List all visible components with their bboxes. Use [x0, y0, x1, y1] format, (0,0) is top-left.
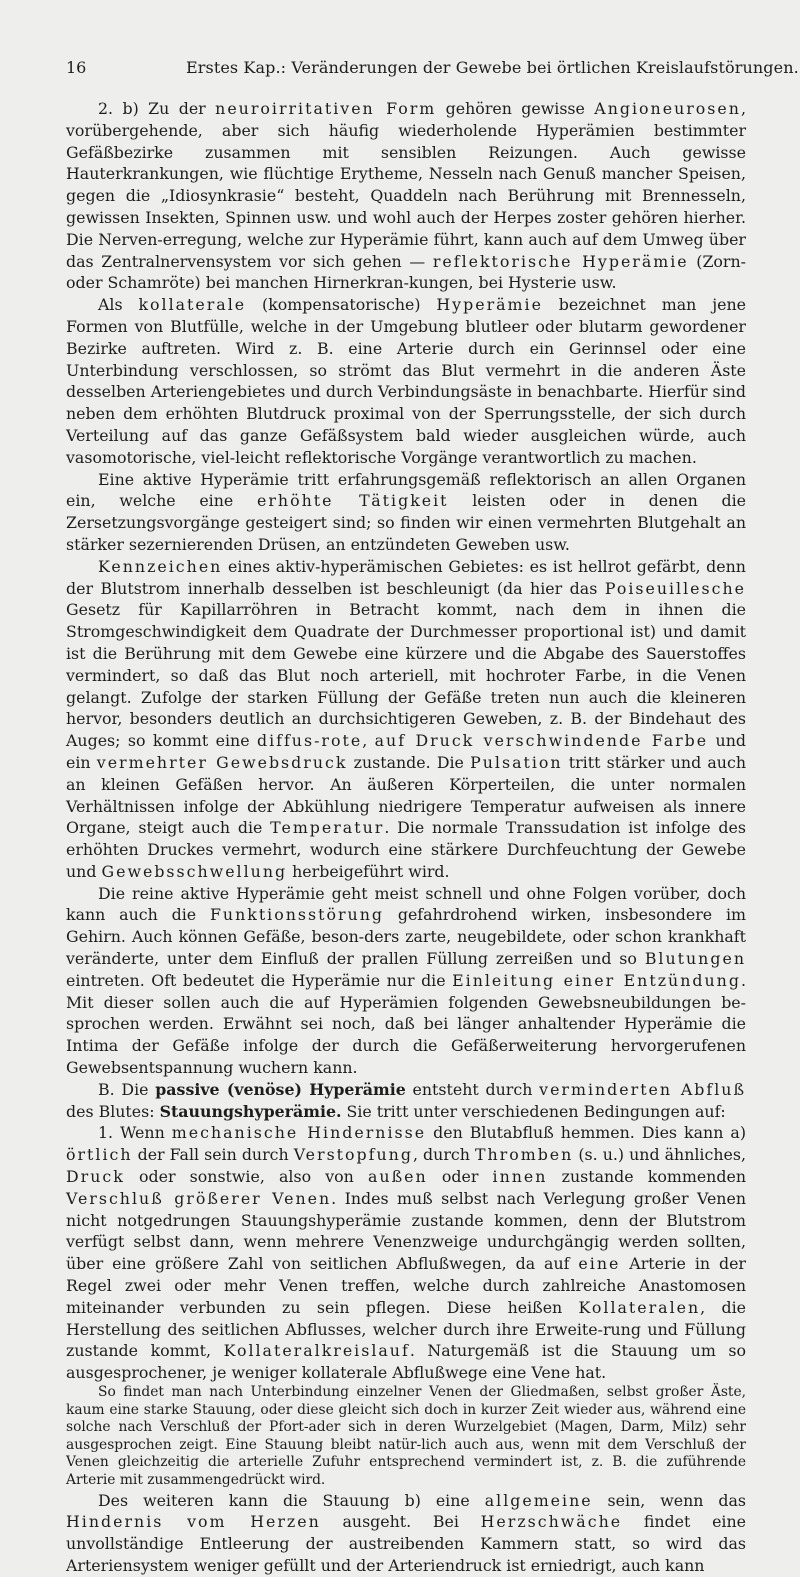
text-run: . Mit dieser sollen auch die auf Hyperämien folgenden Gewebsneubildungen be-sprochen werden. Erwähnt sei noch, daß bei länger anhaltender Hyperämie die Intima der Gefäße infolge der durch die Gefäßerweiterung hervorgerufenen Gewebsentspannung wuchern kann. — [66, 970, 746, 1078]
spaced-emphasis: Hyperämie — [436, 295, 543, 315]
spaced-emphasis: Funktionsstörung — [209, 905, 385, 925]
text-run: Gesetz für Kapillarröhren in Betracht kommt, nach dem in ihnen die Stromgeschwindigkeit dem Quadrate der Durchmesser proportional ist) und damit ist die Berührung mit dem Gewebe eine kürzere und die Abgabe des Sauerstoffes vermindert, so daß das Blut noch arteriell, mit hochroter Farbe, in die Venen gelangt. Zufolge der starken Füllung der Gefäße treten nun auch die kleineren hervor, besonders deutlich an durchsichtigeren Geweben, z. B. der Bindehaut des Auges; so kommt eine — [66, 600, 746, 751]
page-header — [66, 58, 799, 82]
spaced-emphasis: Einleitung einer Entzündung — [452, 970, 741, 990]
spaced-emphasis: außen — [368, 1167, 428, 1187]
text-run: B. Die — [98, 1079, 156, 1099]
page-number: 16 — [66, 58, 87, 77]
text-run: . Naturgemäß ist die Stauung um so ausgesprochener, je weniger kollaterale Abflußwege eine Vene hat. — [66, 1341, 746, 1383]
text-run: Sie tritt unter verschiedenen Bedingungen auf: — [341, 1101, 726, 1121]
paragraph — [66, 883, 746, 1079]
text-run: (kompensatorische) — [246, 295, 437, 315]
spaced-emphasis: Pulsation — [470, 752, 563, 772]
text-run: findet eine unvollständige Entleerung der austreibenden Kammern statt, so wird das Arteriensystem weniger gefüllt und der Arteriendruck ist erniedrigt, auch kann — [66, 1512, 746, 1575]
spaced-emphasis: erhöhte Tätigkeit — [257, 491, 449, 511]
bold-term: Stauungshyperämie. — [159, 1101, 342, 1121]
text-run: , vorübergehende, aber sich häufig wiederholende Hyperämien bestimmter Gefäßbezirke zusammen mit sensiblen Reizungen. Auch gewisse Hauterkrankungen, wie flüchtige Erytheme, Nesseln nach Genuß mancher Speisen, gegen die „Idiosynkrasie“ besteht, Quaddeln nach Berührung mit Brennesseln, gewissen Insekten, Spinnen usw. und wohl auch der Herpes zoster gehören hierher. Die Nerven-erregung, welche zur Hyperämie führt, kann auch auf dem Umweg über das Zentralnervensystem vor sich gehen — — [66, 99, 746, 271]
text-run: Als — [98, 295, 139, 315]
text-run: sein, wenn das — [592, 1490, 747, 1510]
paragraph — [66, 294, 746, 468]
text-run: zustande kommenden — [547, 1167, 746, 1187]
spaced-emphasis: kollaterale — [138, 295, 247, 315]
spaced-emphasis: Verschluß größerer Venen — [66, 1188, 332, 1208]
body-text — [66, 98, 746, 1577]
text-run: des Blutes: — [66, 1101, 160, 1121]
text-run: Arterie in der Regel zwei oder mehr Venen treffen, welche durch zahlreiche Anastomosen miteinander verbunden zu sein pflegen. Diese heißen — [66, 1254, 746, 1317]
text-run: (s. u.) und ähnliches, — [573, 1145, 746, 1165]
bold-term: passive (venöse) Hyperämie — [155, 1079, 406, 1099]
spaced-emphasis: vermehrter Gewebsdruck — [96, 752, 348, 772]
text-run: bezeichnet man jene Formen von Blutfülle, welche in der Umgebung blutleer oder blutarm gewordener Bezirke auftreten. Wird z. B. eine Arterie durch ein Gerinnsel oder eine Unterbindung verschlossen, so strömt das Blut vermehrt in die anderen Äste desselben Arteriengebietes und durch Verbindungsäste in benachbarte. Hierfür sind neben dem erhöhten Blutdruck proximal von der Sperrungsstelle, der sich durch Verteilung auf das ganze Gefäßsystem bald wieder ausgleichen würde, auch vasomotorische, viel-leicht reflektorische Vorgänge verantwortlich zu machen. — [66, 295, 746, 467]
spaced-emphasis: diffus-rote — [256, 731, 363, 751]
spaced-emphasis: mechanische Hindernisse — [171, 1123, 427, 1143]
spaced-emphasis: auf Druck verschwindende Farbe — [374, 731, 709, 751]
paragraph — [66, 469, 746, 556]
text-run: gehören gewisse — [436, 99, 595, 118]
text-run: eintreten. Oft bedeutet die Hyperämie nur die — [66, 970, 453, 990]
text-run: gefahrdrohend wirken, insbesondere im Gehirn. Auch können Gefäße, beson-ders zarte, neugebildete, oder schon krankhaft veränderte, unter dem Einfluß der prallen Füllung zerreißen und so — [66, 905, 746, 969]
text-run: leisten oder in denen die Zersetzungsvorgänge gesteigert sind; so finden wir einen vermehrten Blutgehalt an stärker sezernierenden Drüsen, an entzündeten Geweben usw. — [66, 491, 746, 554]
text-run: entsteht durch — [405, 1079, 540, 1099]
spaced-emphasis: Herzschwäche — [480, 1512, 623, 1532]
text-run: zustande. Die — [347, 752, 471, 772]
spaced-emphasis: Blutungen — [644, 949, 746, 969]
paragraph — [66, 1122, 746, 1384]
spaced-emphasis: Thromben — [474, 1145, 574, 1165]
spaced-emphasis: eine — [578, 1254, 621, 1274]
spaced-emphasis: innen — [492, 1167, 548, 1187]
text-run: oder sonstwie, also von — [124, 1167, 369, 1187]
text-run: , durch — [412, 1145, 475, 1165]
text-run: der Fall sein durch — [132, 1145, 294, 1165]
paragraph — [66, 1490, 746, 1577]
running-title: Erstes Kap.: Veränderungen der Gewebe bei örtlichen Kreislaufstörungen. — [186, 58, 799, 77]
text-run: So findet man nach Unterbindung einzelner Venen der Gliedmaßen, selbst großer Äste, kaum eine starke Stauung, oder diese gleicht sich doch in kurzer Zeit wieder aus, während eine solche nach Verschluß der Pfort-ader sich in deren Wurzelgebiet (Magen, Darm, Milz) sehr ausgesprochen zeigt. Eine Stauung bleibt natür-lich auch aus, wenn mit dem Verschluß der Venen gleichzeitig die arterielle Zufuhr entsprechend vermindert ist, z. B. die zuführende Arterie mit zusammengedrückt wird. — [66, 1384, 746, 1488]
text-run: , die Herstellung des seitlichen Abflusses, welcher durch ihre Erweite-rung und Füllung zustande kommt, — [66, 1297, 746, 1361]
spaced-emphasis: Poiseuillesche — [604, 578, 746, 598]
spaced-emphasis: Gewebsschwellung — [101, 861, 288, 881]
spaced-emphasis: Hindernis vom Herzen — [66, 1512, 321, 1532]
spaced-emphasis: örtlich — [66, 1145, 133, 1165]
text-run: und ein — [66, 731, 747, 772]
spaced-emphasis: Kollateralen — [578, 1297, 701, 1317]
text-run: oder — [427, 1167, 493, 1187]
paragraph — [66, 1079, 746, 1123]
text-run: 1. Wenn — [98, 1123, 172, 1143]
text-run: herbeigeführt wird. — [287, 861, 450, 881]
text-run: Des weiteren kann die Stauung b) eine — [98, 1490, 485, 1510]
text-run: . Indes muß selbst nach Verlegung großer Venen nicht notgedrungen Stauungshyperämie zustande kommen, denn der Blutstrom verfügt selbst dann, wenn mehrere Venenzweige undurchgängig werden sollten, über eine größere Zahl von seitlichen Abflußwegen, da auf — [66, 1188, 746, 1274]
text-run: . Die normale Transsudation ist infolge des erhöhten Druckes vermehrt, wodurch eine stärkere Durchfeuchtung der Gewebe und — [66, 818, 746, 881]
spaced-emphasis: reflektorische Hyperämie — [432, 251, 689, 271]
spaced-emphasis: Angioneurosen — [594, 99, 741, 118]
text-run: Eine aktive Hyperämie tritt erfahrungsgemäß reflektorisch an allen Organen ein, welche eine — [66, 469, 746, 511]
paragraph — [66, 98, 746, 294]
text-run: ausgeht. Bei — [320, 1512, 481, 1532]
spaced-emphasis: neuroirritativen Form — [215, 99, 437, 118]
spaced-emphasis: Temperatur — [270, 818, 385, 838]
text-run: , — [362, 731, 375, 751]
spaced-emphasis: Kennzeichen — [98, 556, 223, 576]
small-print-paragraph — [66, 1384, 746, 1490]
spaced-emphasis: Druck — [66, 1167, 125, 1187]
paragraph — [66, 556, 746, 883]
spaced-emphasis: Verstopfung — [293, 1145, 413, 1165]
spaced-emphasis: Kollateralkreislauf — [223, 1341, 410, 1361]
spaced-emphasis: verminderten Abfluß — [539, 1079, 746, 1099]
text-run: (Zorn- oder Schamröte) bei manchen Hirnerkran-kungen, bei Hysterie usw. — [66, 251, 746, 293]
text-run: tritt stärker und auch an kleinen Gefäßen hervor. An äußeren Körperteilen, die unter normalen Verhältnissen infolge der Abkühlung niedrigere Temperatur aufweisen als innere Organe, steigt auch die — [66, 752, 746, 838]
text-run: eines aktiv-hyperämischen Gebietes: es ist hellrot gefärbt, denn der Blutstrom innerhalb desselben ist beschleunigt (da hier das — [66, 556, 746, 598]
spaced-emphasis: allgemeine — [484, 1490, 593, 1510]
text-run: Die reine aktive Hyperämie geht meist schnell und ohne Folgen vorüber, doch kann auch die — [66, 883, 746, 925]
text-run: 2. b) Zu der — [98, 99, 216, 118]
text-run: den Blutabfluß hemmen. Dies kann a) — [426, 1123, 746, 1143]
